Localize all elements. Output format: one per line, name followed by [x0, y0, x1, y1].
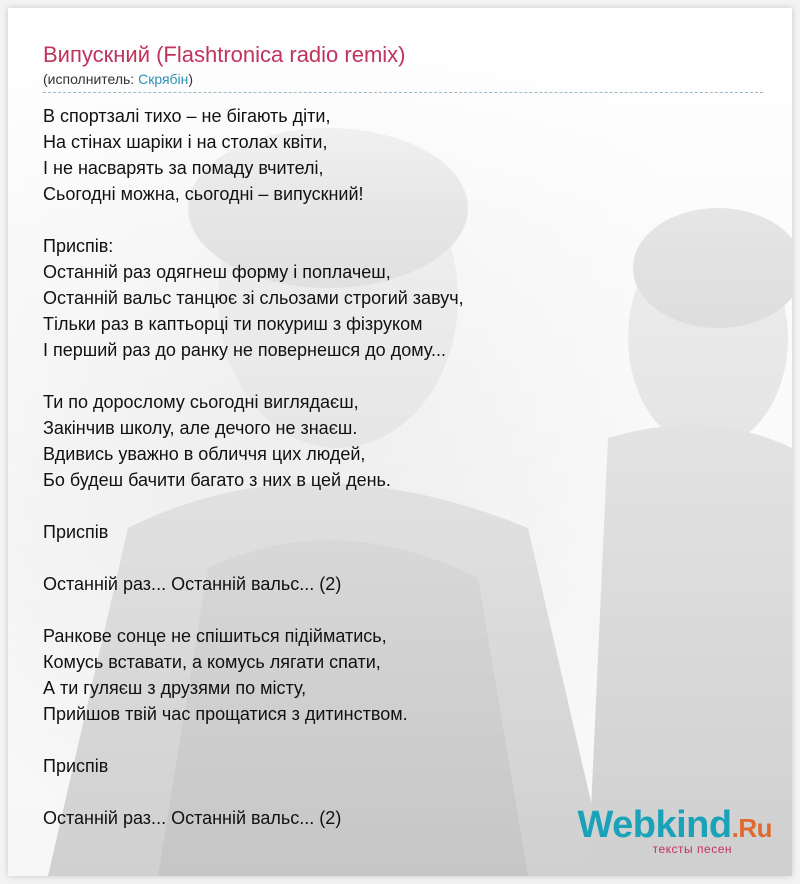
lyric-line: Приспів: — [43, 236, 114, 256]
lyric-line: Останній раз... Останній вальс... (2) — [43, 808, 342, 828]
lyrics-text — [43, 103, 763, 831]
lyric-line: Сьогодні можна, сьогодні – випускний! — [43, 184, 364, 204]
lyric-line: Ти по дорослому сьогодні виглядаєш, — [43, 392, 359, 412]
lyric-line: На стінах шаріки і на столах квіти, — [43, 132, 328, 152]
lyric-line: Тільки раз в каптьорці ти покуриш з фізруком — [43, 314, 423, 334]
webkind-logo[interactable] — [577, 805, 772, 856]
lyric-line — [43, 363, 763, 389]
lyric-line: Приспів — [43, 522, 109, 542]
lyric-line: І не насварять за помаду вчителі, — [43, 158, 324, 178]
lyric-line — [43, 207, 763, 233]
artist-link[interactable]: Скрябін — [138, 71, 189, 87]
lyrics-content — [43, 40, 763, 831]
lyric-line: Приспів — [43, 756, 109, 776]
logo-tld: .Ru — [731, 813, 772, 843]
lyric-line: В спортзалі тихо – не бігають діти, — [43, 106, 331, 126]
lyric-line: Останній раз... Останній вальс... (2) — [43, 574, 342, 594]
lyric-line: А ти гуляєш з друзями по місту, — [43, 678, 307, 698]
lyric-line — [43, 597, 763, 623]
lyrics-card — [8, 8, 792, 876]
artist-line — [43, 70, 763, 93]
lyric-line: Прийшов твій час прощатися з дитинством. — [43, 704, 408, 724]
logo-name: Webkind — [577, 804, 732, 846]
lyric-line: Бо будеш бачити багато з них в цей день. — [43, 470, 391, 490]
lyric-line: Останній раз одягнеш форму і поплачеш, — [43, 262, 391, 282]
lyric-line: Комусь вставати, а комусь лягати спати, — [43, 652, 381, 672]
lyric-line — [43, 545, 763, 571]
lyric-line — [43, 727, 763, 753]
lyric-line: Закінчив школу, але дечого не знаєш. — [43, 418, 358, 438]
lyric-line: Останній вальс танцює зі сльозами строгий завуч, — [43, 288, 464, 308]
lyric-line: Вдивись уважно в обличчя цих людей, — [43, 444, 366, 464]
logo-tagline: тексты песен — [652, 842, 732, 856]
artist-prefix: (исполнитель: — [43, 71, 139, 87]
artist-suffix: ) — [188, 71, 194, 87]
lyric-line — [43, 779, 763, 805]
lyric-line: Ранкове сонце не спішиться підійматись, — [43, 626, 387, 646]
lyric-line — [43, 493, 763, 519]
song-title: Випускний (Flashtronica radio remix) — [43, 42, 406, 67]
lyric-line: І перший раз до ранку не повернешся до дому... — [43, 340, 446, 360]
